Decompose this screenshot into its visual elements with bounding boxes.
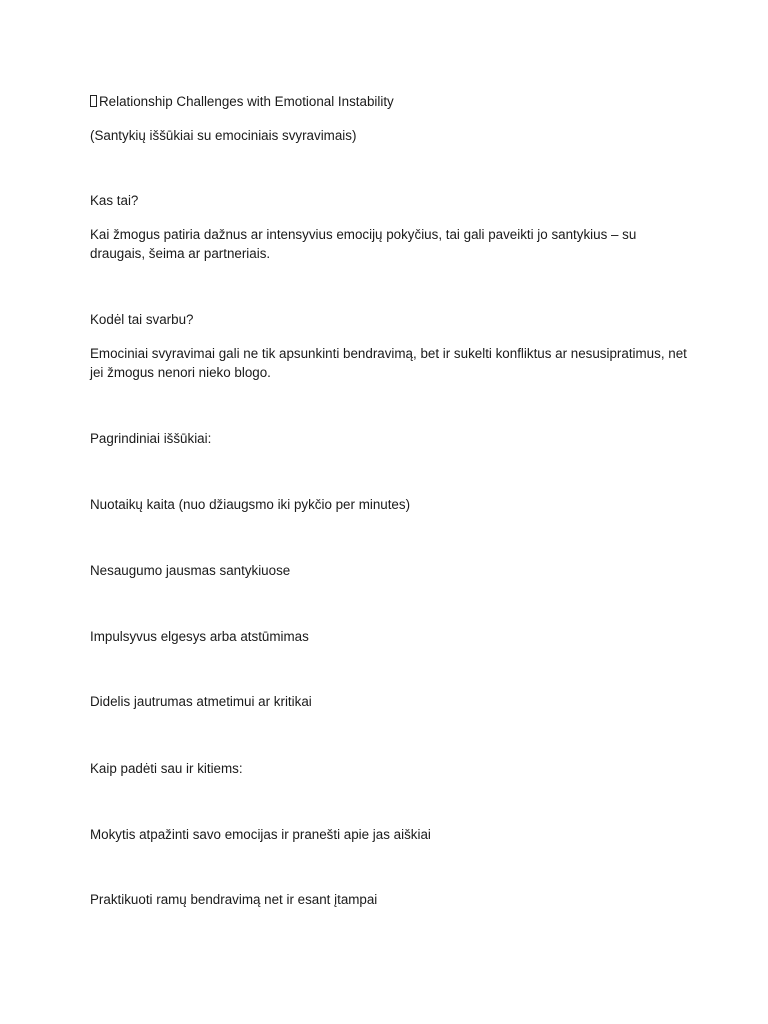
what-body: Kai žmogus patiria dažnus ar intensyvius emocijų pokyčius, tai gali paveikti jo santykius – su draugais, šeima ar partneriais. [90, 227, 637, 261]
challenge-item: Didelis jautrumas atmetimui ar kritikai [90, 694, 312, 709]
help-heading: Kaip padėti sau ir kitiems: [90, 761, 243, 776]
help-item: Praktikuoti ramų bendravimą net ir esant įtampai [90, 892, 378, 907]
document-title-text: Relationship Challenges with Emotional Instability [99, 94, 394, 109]
document-subtitle: (Santykių iššūkiai su emociniais svyravimais) [90, 128, 357, 143]
challenge-item: Impulsyvus elgesys arba atstūmimas [90, 629, 309, 644]
missing-glyph-icon [90, 95, 97, 107]
why-body: Emociniai svyravimai gali ne tik apsunkinti bendravimą, bet ir sukelti konfliktus ar nesusipratimus, net jei žmogus nenori nieko blogo. [90, 346, 687, 380]
help-item: Mokytis atpažinti savo emocijas ir pranešti apie jas aiškiai [90, 827, 431, 842]
challenges-heading: Pagrindiniai iššūkiai: [90, 431, 212, 446]
challenge-item: Nuotaikų kaita (nuo džiaugsmo iki pykčio per minutes) [90, 497, 411, 512]
what-heading: Kas tai? [90, 193, 139, 208]
why-heading: Kodėl tai svarbu? [90, 312, 194, 327]
challenge-item: Nesaugumo jausmas santykiuose [90, 563, 291, 578]
document-title [90, 92, 394, 111]
